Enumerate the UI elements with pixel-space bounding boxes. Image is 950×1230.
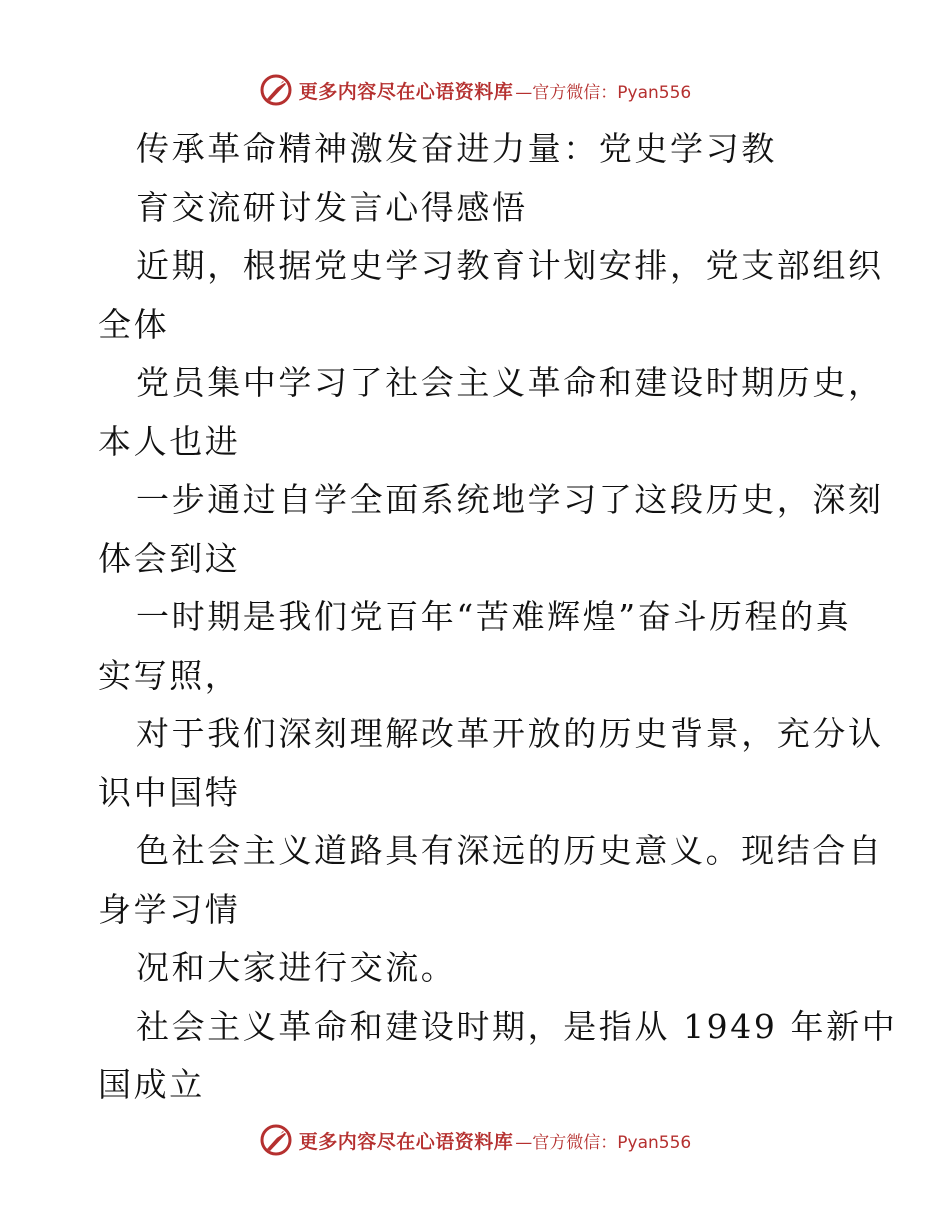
text-line: 实写照， (98, 655, 241, 695)
text-line: 党员集中学习了社会主义革命和建设时期历史， (136, 363, 884, 402)
footer-banner (0, 1120, 950, 1160)
banner-text: 更多内容尽在心语资料库 (298, 1130, 514, 1153)
text-line: 育交流研讨发言心得感悟 (136, 187, 528, 227)
text-line: 况和大家进行交流。 (136, 948, 457, 987)
header-banner (0, 70, 950, 110)
text-line: 国成立 (98, 1065, 205, 1104)
text-line: 传承革命精神激发奋进力量：党史学习教 (136, 129, 777, 168)
text-line: 体会到这 (98, 538, 241, 578)
text-line: 对于我们深刻理解改革开放的历史背景，充分认 (136, 714, 884, 753)
text-line: 一时期是我们党百年“苦难辉煌”奋斗历程的真 (136, 597, 852, 636)
quill-logo-icon (259, 73, 293, 107)
text-line: 全体 (98, 304, 170, 344)
text-line: 色社会主义道路具有深远的历史意义。现结合自 (136, 831, 884, 870)
text-line: 社会主义革命和建设时期，是指从 1949 年新中 (136, 1006, 898, 1046)
text-line: 一步通过自学全面系统地学习了这段历史，深刻 (136, 480, 884, 519)
quill-logo-icon (259, 1123, 293, 1157)
text-line: 本人也进 (98, 421, 241, 461)
text-line: 近期，根据党史学习教育计划安排，党支部组织 (136, 246, 884, 285)
banner-suffix: —官方微信：Pyan556 (515, 82, 692, 103)
document-body (98, 120, 898, 1115)
banner-suffix: —官方微信：Pyan556 (515, 1132, 692, 1153)
text-line: 识中国特 (98, 772, 241, 812)
text-line: 身学习情 (98, 889, 241, 929)
banner-text: 更多内容尽在心语资料库 (298, 80, 514, 103)
